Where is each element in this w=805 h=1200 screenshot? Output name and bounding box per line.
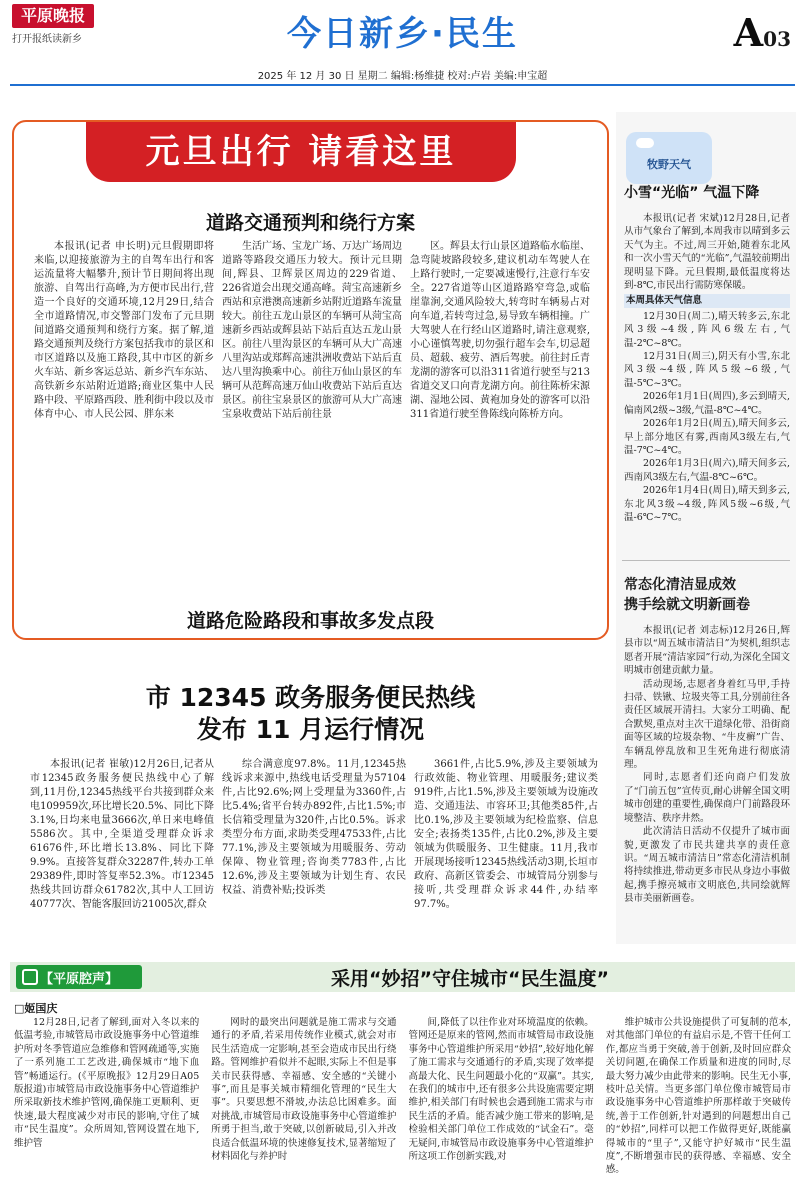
opinion-headline: 采用“妙招”守住城市“民生温度” (331, 968, 609, 990)
weather-tag-label: 牧野天气 (647, 158, 691, 171)
opinion-body (14, 1016, 791, 1196)
opinion-tag-label: 【平原腔声】 (40, 972, 119, 987)
forecast-item: 2026年1月2日(周五),晴天间多云,早上部分地区有雾,西南风3级左右,气温-7℃~4℃。 (624, 418, 790, 456)
dateline: 2025 年 12 月 30 日 星期二 编辑:杨维捷 校对:卢岩 美编:申宝超 (257, 71, 548, 82)
forecast-title: 本周具体天气信息 (624, 294, 790, 307)
section-title: 今日新乡·民生 (287, 14, 518, 54)
sidebar (616, 112, 796, 944)
article3-col (414, 758, 598, 944)
opinion-col (14, 1016, 199, 1196)
weather-headline: 小雪“光临” 气温下降 (624, 185, 760, 201)
logo-text: 平原晚报 (20, 6, 85, 25)
article1-col (34, 240, 214, 510)
article3-col (222, 758, 406, 944)
opinion-tag (16, 965, 142, 989)
clean-headline-line1: 常态化清洁显成效 (624, 577, 736, 593)
opinion-author: □姬国庆 (14, 1002, 58, 1015)
page-number (734, 10, 791, 55)
weather-tag (626, 132, 712, 184)
opinion-text: 间,降低了以往作业对环境温度的依赖。管网还是原来的管网,然而市城管局市政设施事务中心管道维护所采用“妙招”,较好地化解了施工需求与交通通行的矛盾,实现了效率提高最大化、民生问题最小化的“双赢”。其实,在我们的城市中,还有很多公共设施需要定期维护,相关部门有时候也会遇到施工需求与市民生活的矛盾。能否减少施工带来的影响,是检验相关部门单位工作成效的“试金石”。毫无疑问,市城管局市政设施事务中心管道维护所这项工作创新实践,对 (408, 1017, 594, 1163)
opinion-text: 12月28日,记者了解到,面对入冬以来的低温考验,市城管局市政设施事务中心管道维护所对冬季管道应急维修和管网疏通等,实施了一系列施工工艺改进,确保城市“地下血管”畅通运行。(《平原晚报》12月29日A05版报道)市城管局市政设施事务中心管道维护所采取新技术维护管网,确保施工更顺利、更快速,最大程度减少对市民的影响,守住了城市“民生温度”。众所周知,管网设置在地下,维护管 (14, 1017, 200, 1149)
article1-body (34, 240, 590, 510)
clean-headline-line2: 携手绘就文明新画卷 (624, 597, 750, 613)
sidebar-divider (622, 560, 790, 561)
forecast-item: 2026年1月1日(周四),多云到晴天,偏南风2级~3级,气温-8℃~4℃。 (624, 391, 790, 416)
opinion-header (10, 962, 795, 992)
article1-headline: 道路交通预判和绕行方案 (205, 212, 415, 234)
article1-col (222, 240, 402, 510)
article1-text: 本报讯(记者 申长明)元旦假期即将来临,以迎接旅游为主的自驾车出行和客运流量将大幅攀升,预计节日期间将出现旅游、自驾出行高峰,为方便市民出行,营造一个良好的交通环境,12月29日,结合全市道路情况,市交警部门发布了元旦期间道路交通预判和绕行方案。据了解,道路交通预判及绕行方案包括我市的景区和市区道路以及施工路段,其中市区的新乡火车站、新乡客运总站、新乡汽车东站、高铁新乡东站附近道路;商业区集中人民路中段、平原路西段、胜利街中段以及市体育中心、市人民公园、胖东来 (34, 241, 214, 420)
article3-text: 本报讯(记者 崔敏)12月26日,记者从市12345政务服务便民热线中心了解到,11月份,12345热线平台共接到群众来电109959次,环比增长20.5%、同比下降3.1%,日均来电量3666次,单日来电峰值5586次。其中,全渠道受理群众诉求61676件,环比增长13.8%、同比下降9.9%。直接答复群众32287件,转办工单29389件,即时答复率52.3%。市12345热线共回访群众61782次,其中人工回访40777次、智能客服回访21005次,群众 (30, 759, 214, 910)
opinion-col (211, 1016, 396, 1196)
feature-box (12, 120, 609, 640)
article1-text: 生活广场、宝龙广场、万达广场周边道路等路段交通压力较大。预计元旦期间,辉县、卫辉景区周边的229省道、226省道会出现交通高峰。菏宝高速新乡西站和京港澳高速新乡站附近道路车流量较大。前往五龙山景区的车辆可从菏宝高速新乡西站或辉县站下站后直达五龙山景区。前往八里沟景区的车辆可从大广高速八里沟站或郑辉高速洪洲收费站下站后直达八里沟换乘中心。前往万仙山景区的车辆可从范辉高速万仙山收费站下站后直达景区。前往宝泉景区的旅游可从大广高速宝泉收费站下站后前往景 (222, 241, 402, 420)
opinion-col (409, 1016, 594, 1196)
masthead (0, 0, 805, 92)
clean-text: 活动现场,志愿者身着红马甲,手持扫帚、铁锹、垃圾夹等工具,分别前往各责任区域展开清扫。大家分工明确、配合默契,重点对主次干道绿化带、沿街商面等区域的垃圾杂物、“牛皮癣”广告、车辆乱停乱放和卫生死角进行彻底清理。 (624, 678, 790, 771)
article3-text: 3661件,占比5.9%,涉及主要领域为行政效能、物业管理、用暖服务;建议类919件,占比1.5%,涉及主要领域为设施改造、交通违法、市容环卫;其他类85件,占比0.1%,涉及主要领域为纪检监察、信息安全;表扬类135件,占比0.2%,涉及主要领域为供暖服务、卫生健康。11月,我市开展现场接听12345热线活动3期,长垣市政府、高新区管委会、市城管局分别参与接听,共受理群众诉求44件,办结率97.7%。 (414, 759, 598, 910)
article3-headline-line1: 市 12345 政务服务便民热线 (145, 683, 476, 712)
article3-col (30, 758, 214, 944)
page-digits: 03 (763, 27, 791, 51)
clean-text: 同时,志愿者们还向商户们发放了“门前五包”宣传页,耐心讲解全国文明城市创建的重要性,确保商户门前路段环境整洁、秩序井然。 (624, 772, 790, 824)
forecast-item: 2026年1月3日(周六),晴天间多云,西南风3级左右,气温-8℃~6℃。 (624, 458, 790, 483)
slogan: 打开报纸读新乡 (12, 34, 82, 45)
forecast-item: 12月30日(周二),晴天转多云,东北风3级~4级,阵风6级左右,气温-2℃~8℃。 (624, 310, 790, 349)
clean-body (624, 624, 790, 940)
clean-text: 本报讯(记者 刘志标)12月26日,辉县市以“周五城市清洁日”为契机,组织志愿者开展“清洁家园”行动,为深化全国文明城市创建贡献力量。 (624, 625, 790, 677)
weather-intro: 本报讯(记者 宋斌)12月28日,记者从市气象台了解到,本周我市以晴到多云天气为主。不过,周三开始,随着东北风和一次小雪天气的“光临”,气温较前期出现明显下降。元旦假期,最低温度将达到-8℃,市民出行需防寒保暖。 (624, 213, 790, 292)
speech-icon (22, 969, 38, 985)
feature-banner (86, 122, 516, 182)
article2-headline: 道路危险路段和事故多发点段 (186, 610, 434, 632)
feature-banner-title: 元旦出行 请看这里 (145, 132, 457, 172)
opinion-col (606, 1016, 791, 1196)
article3-headline-line2: 发布 11 月运行情况 (196, 715, 425, 744)
forecast-item: 12月31日(周三),阴天有小雪,东北风3级~4级,阵风5级~6级,气温-5℃~3℃。 (624, 351, 790, 389)
opinion-text: 网时的最突出问题就是施工需求与交通通行的矛盾,若采用传统作业模式,就会对市民生活造成一定影响,甚至会造成市民出行绕路。管网维护看似并不起眼,实际上不但是事关市民获得感、幸福感、安全感的“关键小事”,而且是事关城市精细化管理的“民生大事”。只要思想不滑坡,办法总比困难多。面对挑战,市城管局市政设施事务中心管道维护所勇于担当,敢于突破,以创新破局,引入并改良适合低温环境的快速修复技术,显著缩短了材料固化与养护时 (211, 1017, 397, 1163)
page-letter: A (733, 10, 764, 55)
weather-body (624, 212, 790, 524)
article3-body (30, 758, 598, 944)
masthead-rule (10, 84, 795, 86)
opinion-text: 维护城市公共设施提供了可复制的范本,对其他部门单位的有益启示是,不管干任何工作,都应当勇于突破,善于创新,及时回应群众关切问题,在确保工作质量和进度的同时,尽最大努力减少由此带来的影响。民生无小事,枝叶总关情。当更多部门单位像市城管局市政设施事务中心管道维护所那样敢于突破传统,善于工作创新,针对遇到的问题想出自己的“妙招”,同样可以把工作做得更好,既能赢得城市的“里子”,又能守护好城市“民生温度”,不断增强市民的获得感、幸福感、安全感。 (605, 1017, 791, 1176)
cloud-icon (636, 138, 654, 148)
article3-text: 综合满意度97.8%。11月,12345热线诉求来源中,热线电话受理量为57104件,占比92.6%;网上受理量为3360件,占比5.4%;省平台转办892件,占比1.5%;市长信箱受理量为320件,占比0.5%。诉求类型分布方面,求助类受理47533件,占比77.1%,涉及主要领域为用暖服务、劳动保障、物业管理;咨询类7783件,占比12.6%,涉及主要领域为计划生育、农民权益、消费补贴;投诉类 (222, 759, 406, 896)
clean-text: 此次清洁日活动不仅提升了城市面貌,更激发了市民共建共享的责任意识。“周五城市清洁日”常态化清洁机制将持续推进,带动更多市民从身边小事做起,携手擦亮城市文明底色,共同绘就辉县市美丽新画卷。 (624, 826, 790, 905)
article1-text: 区。辉县太行山景区道路临水临崖、急弯陡坡路段较多,建议机动车驾驶人在上路行驶时,一定要减速慢行,注意行车安全。227省道等山区道路路窄弯急,或临崖靠涧,交通风险较大,转弯时车辆易占对向车道,若转弯过急,易导致车辆相撞。广大驾驶人在行经山区道路时,请注意观察,小心谨慎驾驶,切勿强行超车会车,切忌超员、超载、疲劳、酒后驾驶。前往封丘青龙湖的游客可以沿311省道行驶至与213省道交叉口向青龙湖方向。前往陈桥宋源湖、湿地公园、黄袍加身处的游客可以沿311省道行驶至鲁陈线向陈桥方向。 (410, 241, 590, 420)
forecast-item: 2026年1月4日(周日),晴天到多云,东北风3级~4级,阵风5级~6级,气温-6℃~7℃。 (624, 485, 790, 523)
article1-col (410, 240, 590, 510)
